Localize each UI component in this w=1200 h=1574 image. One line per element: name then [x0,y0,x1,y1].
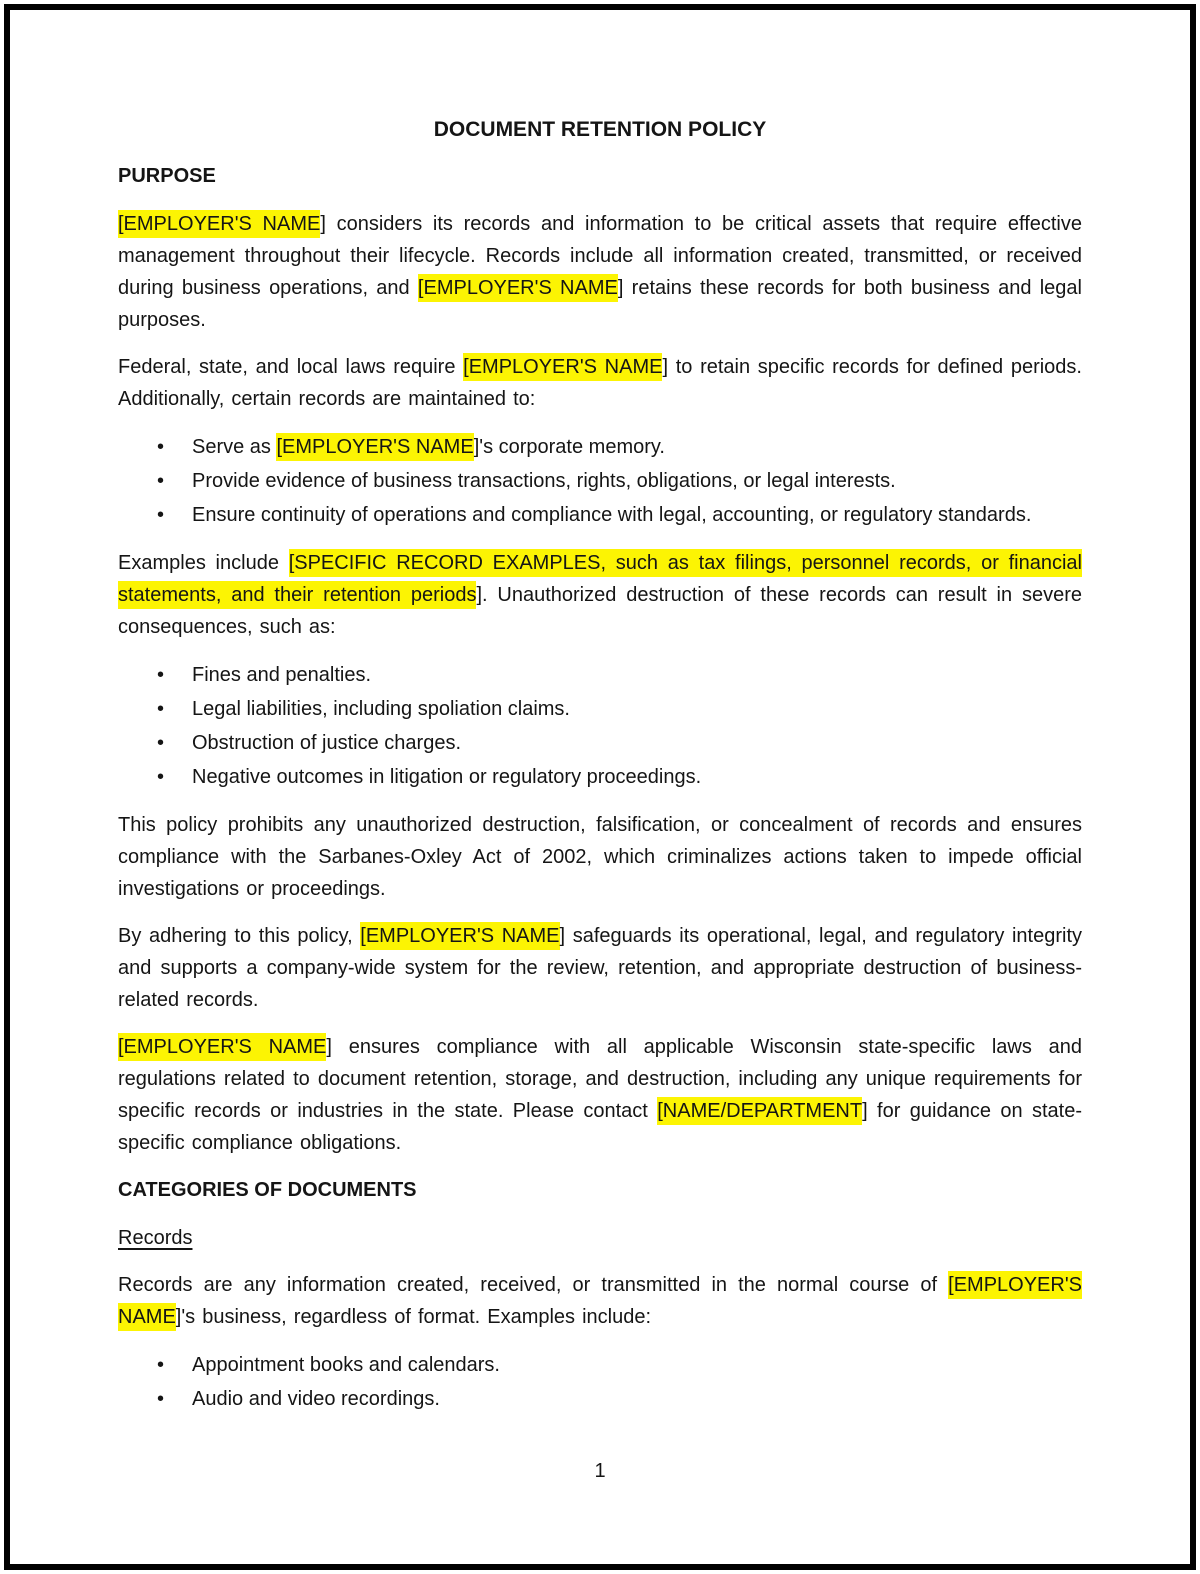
bullet-item [118,499,1082,531]
highlighted-placeholder: [NAME/DEPARTMENT [657,1097,862,1125]
text-run: ] to retain specific records for defined periods. Additionally, certain records are maintained to: [118,356,1082,410]
bullet-item [118,659,1082,691]
bullet-item [118,1349,1082,1381]
text-run: ] for guidance on state-specific compliance obligations. [118,1100,1082,1154]
document-body [118,160,1082,1415]
bullet-item [118,431,1082,463]
text-run: By adhering to this policy, [118,925,361,947]
highlighted-placeholder: [EMPLOYER'S NAME [276,433,473,461]
bullet-item [118,1383,1082,1415]
text-run: ]'s corporate memory. [473,436,665,458]
bullet-item [118,761,1082,793]
text-run: ] ensures compliance with all applicable Wisconsin state-specific laws and regulations related to document retention, storage, and destruction, including any unique requirements for specific records or industries in the state. Please contact [118,1036,1082,1122]
highlighted-placeholder: [EMPLOYER'S NAME [118,1033,326,1061]
text-run: Legal liabilities, including spoliation claims. [192,698,570,720]
text-run: Federal, state, and local laws require [118,356,464,378]
text-run: ] considers its records and information to be critical assets that require effective management throughout their lifecycle. Records include all information created, transmitted, or received during business operations, and [118,213,1082,299]
section-heading: PURPOSE [118,165,216,187]
bullet-list [118,659,1082,793]
paragraph [118,1031,1082,1159]
text-run: Negative outcomes in litigation or regulatory proceedings. [192,766,702,788]
text-run: Records are any information created, received, or transmitted in the normal course of [118,1274,949,1296]
text-run: Audio and video recordings. [192,1388,440,1410]
text-run: This policy prohibits any unauthorized destruction, falsification, or concealment of records and ensures compliance with the Sarbanes-Oxley Act of 2002, which criminalizes actions taken to impede official investigations or proceedings. [118,814,1082,900]
page-number: 1 [594,1460,606,1482]
text-run: ] safeguards its operational, legal, and regulatory integrity and supports a company-wide system for the review, retention, and appropriate destruction of business-related records. [118,925,1083,1011]
text-run: Ensure continuity of operations and compliance with legal, accounting, or regulatory standards. [192,504,1032,526]
highlighted-placeholder: [EMPLOYER'S NAME [118,210,320,238]
text-run: ] retains these records for both business and legal purposes. [118,277,1082,331]
text-run: ]. Unauthorized destruction of these records can result in severe consequences, such as: [118,584,1082,638]
bullet-item [118,465,1082,497]
page-content [10,10,1190,1487]
highlighted-placeholder: [EMPLOYER'S NAME [418,274,618,302]
highlighted-placeholder: [EMPLOYER'S NAME [463,353,662,381]
bullet-list [118,1349,1082,1415]
text-run: Serve as [192,436,277,458]
bullet-list [118,431,1082,531]
paragraph [118,1269,1082,1333]
highlighted-placeholder: [SPECIFIC RECORD EXAMPLES, such as tax filings, personnel records, or financial statements, and their retention periods [118,549,1082,609]
paragraph [118,809,1082,905]
document-title: DOCUMENT RETENTION POLICY [433,118,767,141]
paragraph [118,208,1082,336]
section-heading: CATEGORIES OF DOCUMENTS [118,1179,417,1201]
bullet-item [118,693,1082,725]
paragraph [118,547,1082,643]
text-run: Appointment books and calendars. [192,1354,500,1376]
text-run: Obstruction of justice charges. [192,732,462,754]
page-border-frame [4,4,1196,1570]
paragraph [118,920,1082,1016]
paragraph [118,351,1082,415]
text-run: Fines and penalties. [192,664,372,686]
sub-heading: Records [118,1227,193,1249]
highlighted-placeholder: [EMPLOYER'S NAME [118,1271,1082,1331]
text-run: ]'s business, regardless of format. Examples include: [175,1306,652,1328]
text-run: Provide evidence of business transactions, rights, obligations, or legal interests. [192,470,896,492]
bullet-item [118,727,1082,759]
highlighted-placeholder: [EMPLOYER'S NAME [360,922,559,950]
text-run: Examples include [118,552,289,574]
